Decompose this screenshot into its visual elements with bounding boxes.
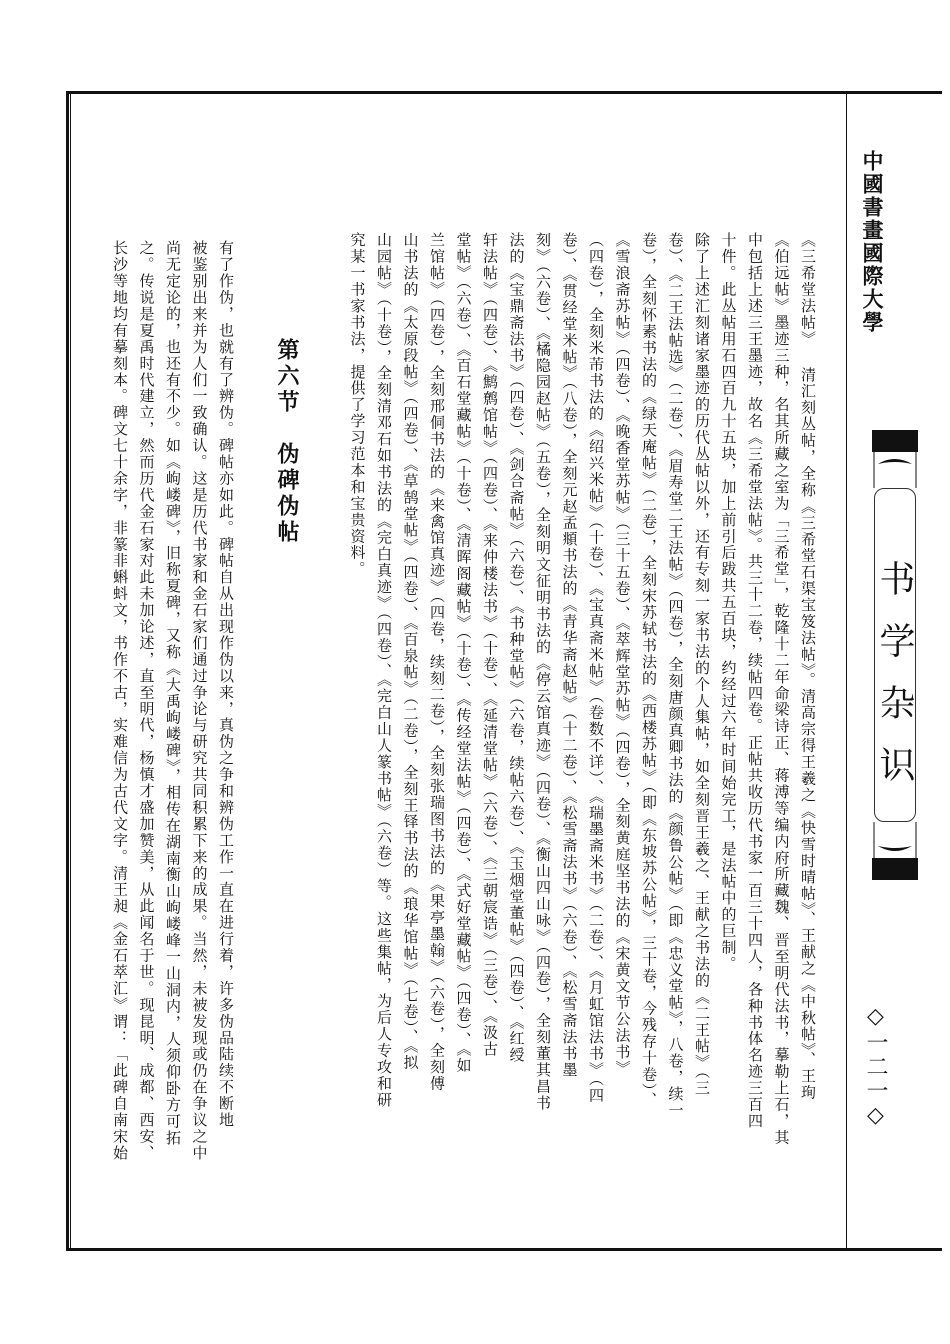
text-column: 刻》（六卷）、《橘隐园赵帖》（五卷），全刻明文征明书法的《停云馆真迹》（四卷）、《衡山四山咏》（四卷），全刻董其昌书 [534,232,552,1112]
ornament-bottom-icon [872,822,918,880]
text-column: 中包括上述三王墨迹，故名《三希堂法帖》。共三十二卷，续帖四卷。正帖共收历代书家一百三十四人，各种书体名迹三百四 [746,232,764,1130]
text-column: 卷）、《贯经堂米帖》（八卷），全刻元赵孟頫书法的《青华斋赵帖》（十二卷）、《松雪斋法书》（六卷）、《松雪斋法书墨 [560,232,579,1079]
text-column: 除了上述汇刻诸家墨迹的历代丛帖以外，还有专刻一家书法的个人集帖，如全刻晋王羲之、王献之书法的《二王帖》（三 [693,232,711,1097]
text-column: 轩法帖》（四卷）、《鹪鹩馆帖》（四卷）、《来仲楼法书》（十卷）、《延清堂帖》（六卷）、《三朝宸诰》（三卷）、《汲古 [481,232,499,1058]
text-column: 《雪浪斋苏帖》（四卷）、《晚香堂苏帖》（三十五卷）、《萃辉堂苏帖》（四卷），全刻黄庭坚书法的《宋黄文节公法书》 [613,232,632,1077]
section-heading: 第六节 伪碑伪帖 [274,338,300,546]
text-column: 山园帖》（十卷），全刻清邓石如书法的《完白真迹》（四卷）、《完白山人篆书帖》（六卷）等。这些集帖，为后人专攻和研 [375,232,393,1109]
page-number: ◇一二一◇ [863,1004,888,1130]
book-title: 中國書畫國際大學 [860,150,885,334]
text-column: 究某一书家书法，提供了学习范本和宝贵资料。 [348,232,367,578]
text-column: 长沙等地均有摹刻本。碑文七十余字，非篆非蝌蚪文，书作不古，实难信为古代文字。清王昶《金石萃汇》谓：「此碑自南宋始 [111,240,129,1162]
text-column: 兰馆帖》（四卷），全刻邢侗书法的《来禽馆真迹》（四卷，续刻二卷），全刻张瑞图书法的《果亭墨翰》（六卷），全刻傅 [428,232,446,1092]
text-column: 有了作伪，也就有了辨伪。碑帖亦如此。碑帖自从出现作伪以来，真伪之争和辨伪工作一直在进行着，许多伪品陆续不断地 [217,240,235,1129]
text-column: 《三希堂法帖》 清汇刻丛帖，全称《三希堂石渠宝笈法帖》。清高宗得王羲之《快雪时晴帖》、王献之《中秋帖》、王珣 [799,232,817,1101]
text-column: 堂帖》（六卷）、《百石堂藏帖》（十卷）、《清晖阁藏帖》（十卷）、《传经堂法帖》（四卷）、《式好堂藏帖》（四卷）、《如 [454,232,473,1074]
margin-rule [846,91,847,1251]
text-column: 山书法的《太原段帖》（四卷）、《草鹄堂帖》（四卷）、《百泉帖》（二卷），全刻王铎书法的《琅华馆帖》（七卷）、《拟 [401,232,420,1071]
chapter-title: 书学杂识 [874,560,915,808]
text-column: 卷）、《二王法帖选》（二卷）、《眉寿堂二王法帖》（四卷），全刻唐颜真卿书法的《颜鲁公帖》（即《忠义堂帖》，八卷，续一 [666,232,685,1119]
text-column: 法的《宝鼎斋法书》（四卷）、《剑合斋帖》（六卷）、《书种堂帖》（六卷，续帖六卷）、《玉烟堂董帖》（四卷）、《红绶 [507,232,526,1064]
text-column: 卷），全刻怀素书法的《绿天庵帖》（二卷），全刻宋苏轼书法的《西楼苏帖》（即《东坡苏公帖》，三十卷，今残存十卷）、 [640,232,658,1109]
inner-left-rule [70,91,71,1251]
text-column: （四卷），全刻米芾书法的《绍兴米帖》（十卷）、《宝真斋米帖》（卷数不详）、《瑞墨斋米书》（二卷）、《月虹馆法书》（四 [587,232,605,1104]
text-column: 尚无定论的，也还有不少。如《岣嵝碑》，旧称夏碑，又称《大禹岣嵝碑》，相传在湖南衡山岣嵝峰一山洞内，人须仰卧方可拓 [164,240,182,1147]
text-column: 《伯远帖》墨迹三种，名其所藏之室为「三希堂」，乾隆十二年命梁诗正、蒋溥等编内府所藏魏、晋至明代法书，摹勒上石，其 [772,232,791,1146]
text-column: 十件。此丛帖用石四百九十五块，加上前引后跋共五百块，约经过六年时间始完工，是法帖中的巨制。 [719,232,738,973]
text-column: 被鉴别出来并为人们一致确认。这是历代书家和金石家们通过争论与研究共同积累下来的成果。当然，未被发现或仍在争议之中 [190,240,209,1162]
ornament-top-icon [872,430,918,488]
text-column: 之。传说是夏禹时代建立，然而历代金石家对此未加论述，直至明代，杨慎才盛加赞美，从此闻名于世。现昆明、成都、西安、 [137,240,156,1162]
